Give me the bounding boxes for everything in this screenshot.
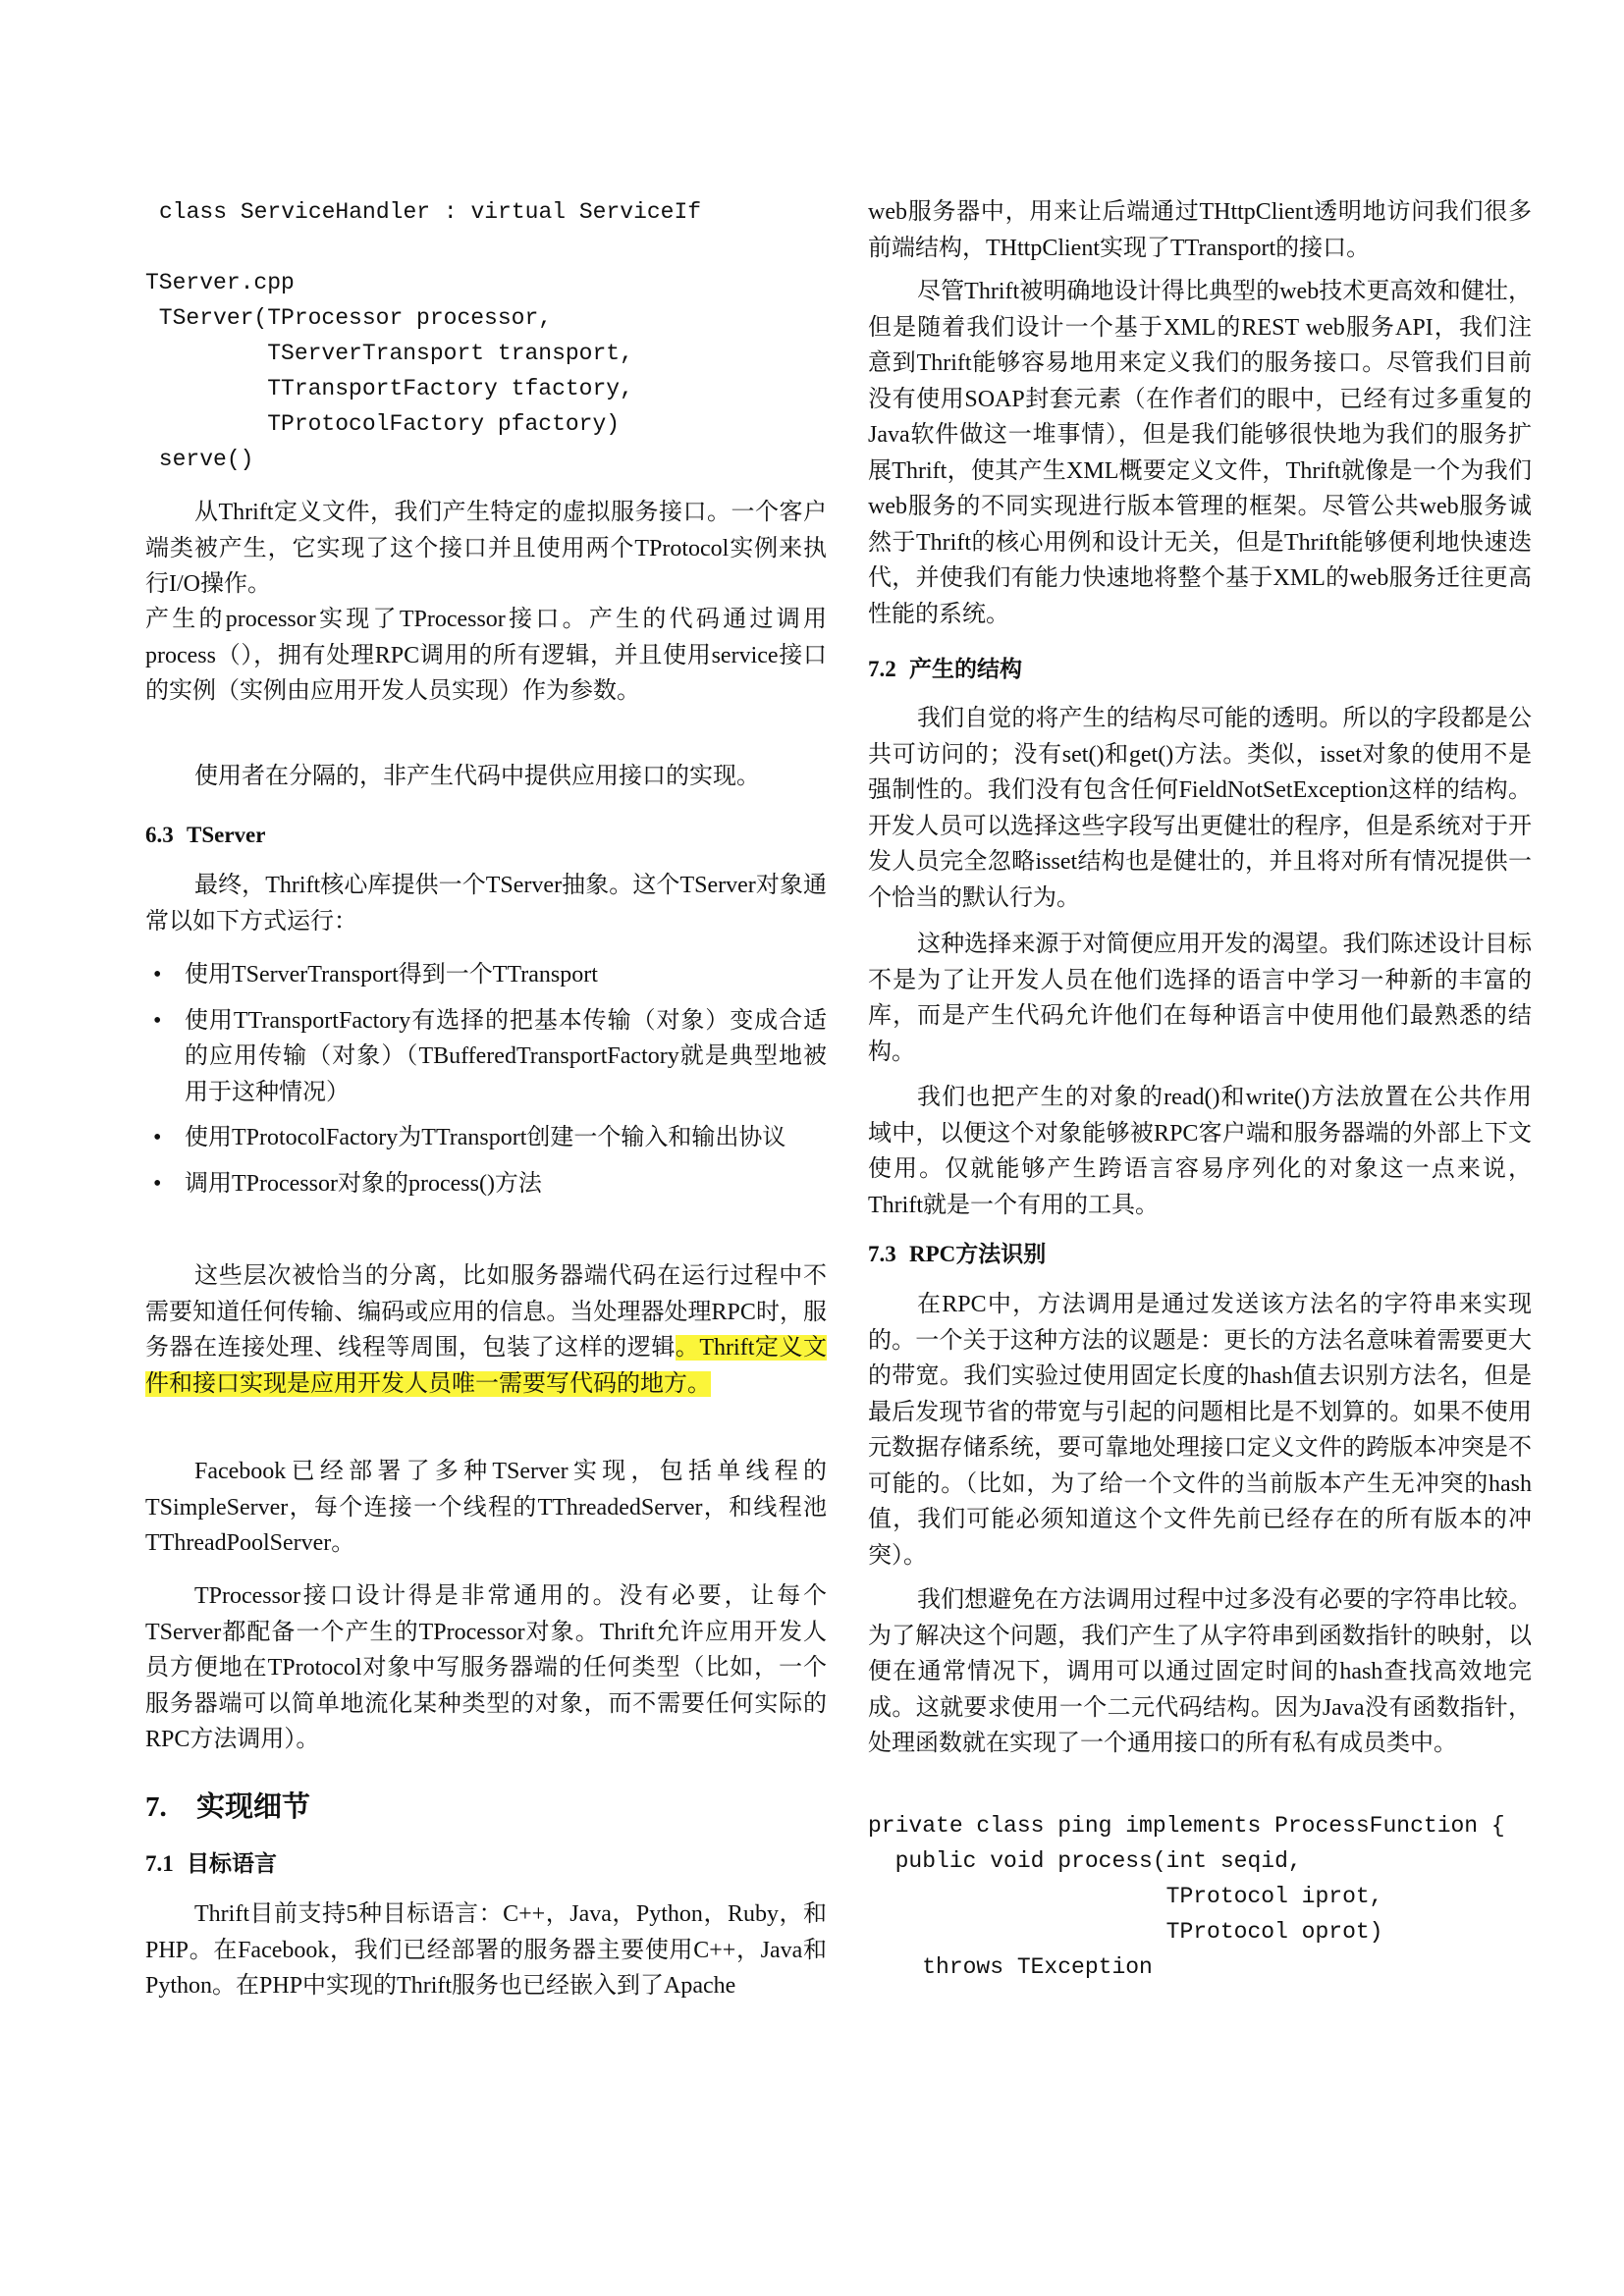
bullet-icon: • xyxy=(153,1170,162,1197)
bullet-icon: • xyxy=(153,962,162,988)
tserver-steps-list xyxy=(145,957,827,1201)
paragraph-method-identification: 在RPC中，方法调用是通过发送该方法名的字符串来实现的。一个关于这种方法的议题是：更长的方法名意味着需要更大的带宽。我们实验过使用固定长度的hash值去识别方法名，但是最后发现节省的带宽与引起的问题相比是不划算的。如果不使用元数据存储系统，要可靠地处理接口定义文件的跨版本冲突是不可能的。（比如，为了给一个文件的当前版本产生无冲突的hash值，我们可能必须知道这个文件先前已经存在的所有版本的冲突）。 xyxy=(868,1292,1532,1569)
list-item: • 使用TTransportFactory有选择的把基本传输（对象）变成合适的应用传输（对象）（TBufferedTransportFactory就是典型地被用于这种情况） xyxy=(145,1003,827,1111)
section-7-heading xyxy=(145,1789,827,1825)
section-number: 7.3 xyxy=(868,1242,896,1266)
paragraph-generated-structs: 我们自觉的将产生的结构尽可能的透明。所以的字段都是公共可访问的；没有set()和get()方法。类似，isset对象的使用不是强制性的。我们没有包含任何FieldNotSetException这样的结构。开发人员可以选择这些字段写出更健壮的程序，但是系统对于开发人员完全忽略isset结构也是健壮的，并且将对所有情况提供一个恰当的默认行为。 xyxy=(868,706,1532,911)
section-7-3-heading xyxy=(868,1239,1532,1270)
section-title: 产生的结构 xyxy=(909,657,1022,681)
paragraph-virtual-interface: 从Thrift定义文件，我们产生特定的虚拟服务接口。一个客户端类被产生，它实现了这个接口并且使用两个TProtocol实例来执行I/O操作。 xyxy=(145,500,827,597)
section-title: TServer xyxy=(187,823,266,847)
paragraph-target-languages: Thrift目前支持5种目标语言：C++，Java，Python，Ruby，和PHP。在Facebook，我们已经部署的服务器主要使用C++，Java和Python。在PHP中实现的Thrift服务也已经嵌入到了Apache xyxy=(145,1901,827,1999)
code-service-handler: class ServiceHandler : virtual ServiceIf xyxy=(159,199,702,225)
paragraph-facebook-tservers: Facebook已经部署了多种TServer实现，包括单线程的TSimpleServer，每个连接一个线程的TThreadedServer，和线程池TThreadPoolServer。 xyxy=(145,1459,827,1556)
section-7-1-heading xyxy=(145,1848,827,1880)
section-title: 实现细节 xyxy=(196,1791,311,1823)
paragraph-tserver-abstraction: 最终，Thrift核心库提供一个TServer抽象。这个TServer对象通常以如下方式运行： xyxy=(145,873,827,934)
list-item: • 使用TProtocolFactory为TTransport创建一个输入和输出协议 xyxy=(145,1120,827,1156)
section-title: 目标语言 xyxy=(187,1851,277,1876)
paragraph-processor: 产生的processor实现了TProcessor接口。产生的代码通过调用process（），拥有处理RPC调用的所有逻辑，并且使用service接口的实例（实例由应用开发人员实现）作为参数。 xyxy=(145,607,827,704)
bullet-icon: • xyxy=(153,1007,162,1034)
section-6-3-heading xyxy=(145,820,827,851)
highlighted-text: 。Thrift定义文件和接口实现是应用开发人员唯一需要写代码的地方。 xyxy=(145,1335,827,1397)
paragraph-layer-separation: 这些层次被恰当的分离，比如服务器端代码在运行过程中不需要知道任何传输、编码或应用的信息。当处理器处理RPC时，服务器在连接处理、线程等周围，包装了这样的逻辑。Thrift定义文件和接口实现是应用开发人员唯一需要写代码的地方。 xyxy=(145,1263,827,1397)
section-number: 6.3 xyxy=(145,823,174,847)
code-tserver: TServer.cpp TServer(TProcessor processor, TServerTransport transport, TTransportFactory tfactory, TProtocolFactory pfactory) serve() xyxy=(145,270,633,472)
paragraph-rest-api: 尽管Thrift被明确地设计得比典型的web技术更高效和健壮，但是随着我们设计一个基于XML的REST web服务API，我们注意到Thrift能够容易地用来定义我们的服务接口。尽管我们目前没有使用SOAP封套元素（在作者们的眼中，已经有过多重复的Java软件做这一堆事情），但是我们能够很快地为我们的服务扩展Thrift，使其产生XML概要定义文件，Thrift就像是一个为我们web服务的不同实现进行版本管理的框架。尽管公共web服务诚然于Thrift的核心用例和设计无关，但是Thrift能够便利地快速迭代，并使我们有能力快速地将整个基于XML的web服务迁往更高性能的系统。 xyxy=(868,279,1532,627)
section-title: RPC方法识别 xyxy=(909,1242,1047,1266)
paragraph-tprocessor-generic: TProcessor接口设计得是非常通用的。没有必要，让每个TServer都配备一个产生的TProcessor对象。Thrift允许应用开发人员方便地在TProtocol对象中写服务器端的任何类型（比如，一个服务器端可以简单地流化某种类型的对象，而不需要任何实际的RPC方法调用）。 xyxy=(145,1583,827,1752)
paragraph-design-goal: 这种选择来源于对简便应用开发的渴望。我们陈述设计目标不是为了让开发人员在他们选择的语言中学习一种新的丰富的库，而是产生代码允许他们在每种语言中使用他们最熟悉的结构。 xyxy=(868,932,1532,1065)
paragraph-web-server: web服务器中，用来让后端通过THttpClient透明地访问我们很多前端结构，THttpClient实现了TTransport的接口。 xyxy=(868,199,1532,261)
section-number: 7.2 xyxy=(868,657,896,681)
paragraph-read-write: 我们也把产生的对象的read()和write()方法放置在公共作用域中，以便这个对象能够被RPC客户端和服务器端的外部上下文使用。仅就能够产生跨语言容易序列化的对象这一点来说，Thrift就是一个有用的工具。 xyxy=(868,1085,1532,1218)
section-number: 7.1 xyxy=(145,1851,174,1876)
code-process-function: private class ping implements ProcessFunction { public void process(int seqid, TProtocol iprot, TProtocol oprot) throws TException xyxy=(868,1813,1505,1980)
paragraph-application-impl: 使用者在分隔的，非产生代码中提供应用接口的实现。 xyxy=(194,764,760,789)
section-7-2-heading xyxy=(868,654,1532,685)
section-number: 7. xyxy=(145,1791,167,1823)
bullet-icon: • xyxy=(153,1125,162,1150)
list-item: • 调用TProcessor对象的process()方法 xyxy=(145,1166,827,1202)
paragraph-function-pointers: 我们想避免在方法调用过程中过多没有必要的字符串比较。为了解决这个问题，我们产生了从字符串到函数指针的映射，以便在通常情况下，调用可以通过固定时间的hash查找高效地完成。这就要求使用一个二元代码结构。因为Java没有函数指针，处理函数就在实现了一个通用接口的所有私有成员类中。 xyxy=(868,1587,1532,1756)
list-item: • 使用TServerTransport得到一个TTransport xyxy=(145,957,827,993)
